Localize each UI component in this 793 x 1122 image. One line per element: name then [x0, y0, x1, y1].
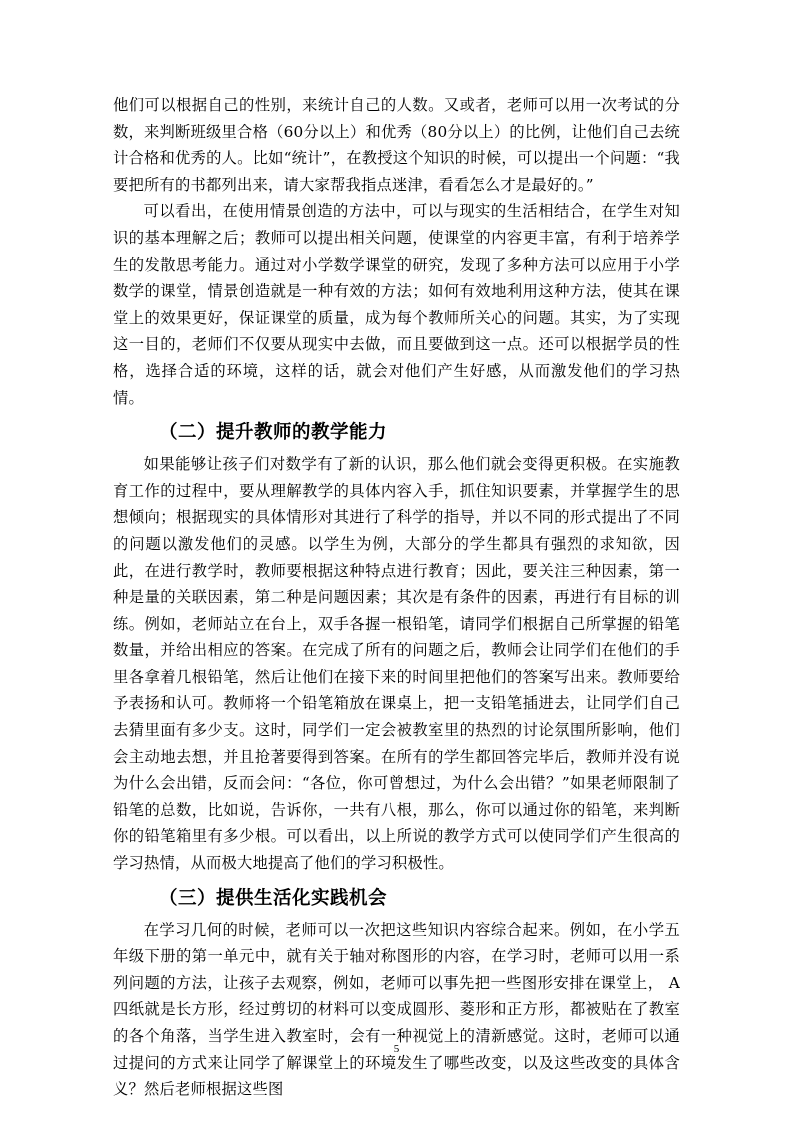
section-heading: （三）提供生活化实践机会 — [159, 887, 388, 909]
page-number: 5 — [393, 1043, 400, 1055]
body-paragraph: 在学习几何的时候，老师可以一次把这些知识内容综合起来。例如，在小学五年级下册的第一单元中，就有关于轴对称图形的内容，在学习时，老师可以用一系列问题的方法，让孩子去观察，例如，老师可以事先把一些图形安排在课堂上， A四纸就是长方形，经过剪切的材料可以变成圆形、菱形和正方形，都被贴在了教室的各个角落，当学生进入教室时，会有一种视觉上的清新感觉。这时，老师可以通过提问的方式来让同学了解课堂上的环境发生了哪些改变，以及这些改变的具体含义？然后老师根据这些图 — [113, 920, 680, 1099]
section-heading: （二）提升教师的教学能力 — [159, 422, 388, 444]
page-body — [113, 92, 680, 1103]
body-paragraph: 他们可以根据自己的性别，来统计自己的人数。又或者，老师可以用一次考试的分数，来判断班级里合格（60分以上）和优秀（80分以上）的比例，让他们自己去统计合格和优秀的人。比如“统计”，在教授这个知识的时候，可以提出一个问题：“我要把所有的书都列出来，请大家帮我指点迷津，看看怎么才是最好的。” — [113, 96, 680, 194]
body-paragraph: 如果能够让孩子们对数学有了新的认识，那么他们就会变得更积极。在实施教育工作的过程中，要从理解教学的具体内容入手，抓住知识要素，并掌握学生的思想倾向；根据现实的具体情形对其进行了科学的指导，并以不同的形式提出了不同的问题以激发他们的灵感。以学生为例，大部分的学生都具有强烈的求知欲，因此，在进行教学时，教师要根据这种特点进行教育；因此，要关注三种因素，第一种是量的关联因素，第二种是问题因素；其次是有条件的因素，再进行有目标的训练。例如，老师站立在台上，双手各握一根铅笔，请同学们根据自己所掌握的铅笔数量，并给出相应的答案。在完成了所有的问题之后，教师会让同学们在他们的手里各拿着几根铅笔，然后让他们在接下来的时间里把他们的答案写出来。教师要给予表扬和认可。教师将一个铅笔箱放在课桌上，把一支铅笔插进去，让同学们自己去猜里面有多少支。这时，同学们一定会被教室里的热烈的讨论氛围所影响，他们会主动地去想，并且抢著要得到答案。在所有的学生都回答完毕后，教师并没有说为什么会出错，反而会问：“各位，你可曾想过，为什么会出错？”如果老师限制了铅笔的总数，比如说，告诉你，一共有八根，那么，你可以通过你的铅笔，来判断你的铅笔箱里有多少根。可以看出，以上所说的教学方式可以使同学们产生很高的学习热情，从而极大地提高了他们的学习积极性。 — [113, 455, 680, 873]
body-paragraph: 可以看出，在使用情景创造的方法中，可以与现实的生活相结合，在学生对知识的基本理解之后；教师可以提出相关问题，使课堂的内容更丰富，有利于培养学生的发散思考能力。通过对小学数学课堂的研究，发现了多种方法可以应用于小学数学的课堂，情景创造就是一种有效的方法；如何有效地利用这种方法，使其在课堂上的效果更好，保证课堂的质量，成为每个教师所关心的问题。其实，为了实现这一目的，老师们不仅要从现实中去做，而且要做到这一点。还可以根据学员的性格，选择合适的环境，这样的话，就会对他们产生好感，从而激发他们的学习热情。 — [113, 202, 680, 407]
